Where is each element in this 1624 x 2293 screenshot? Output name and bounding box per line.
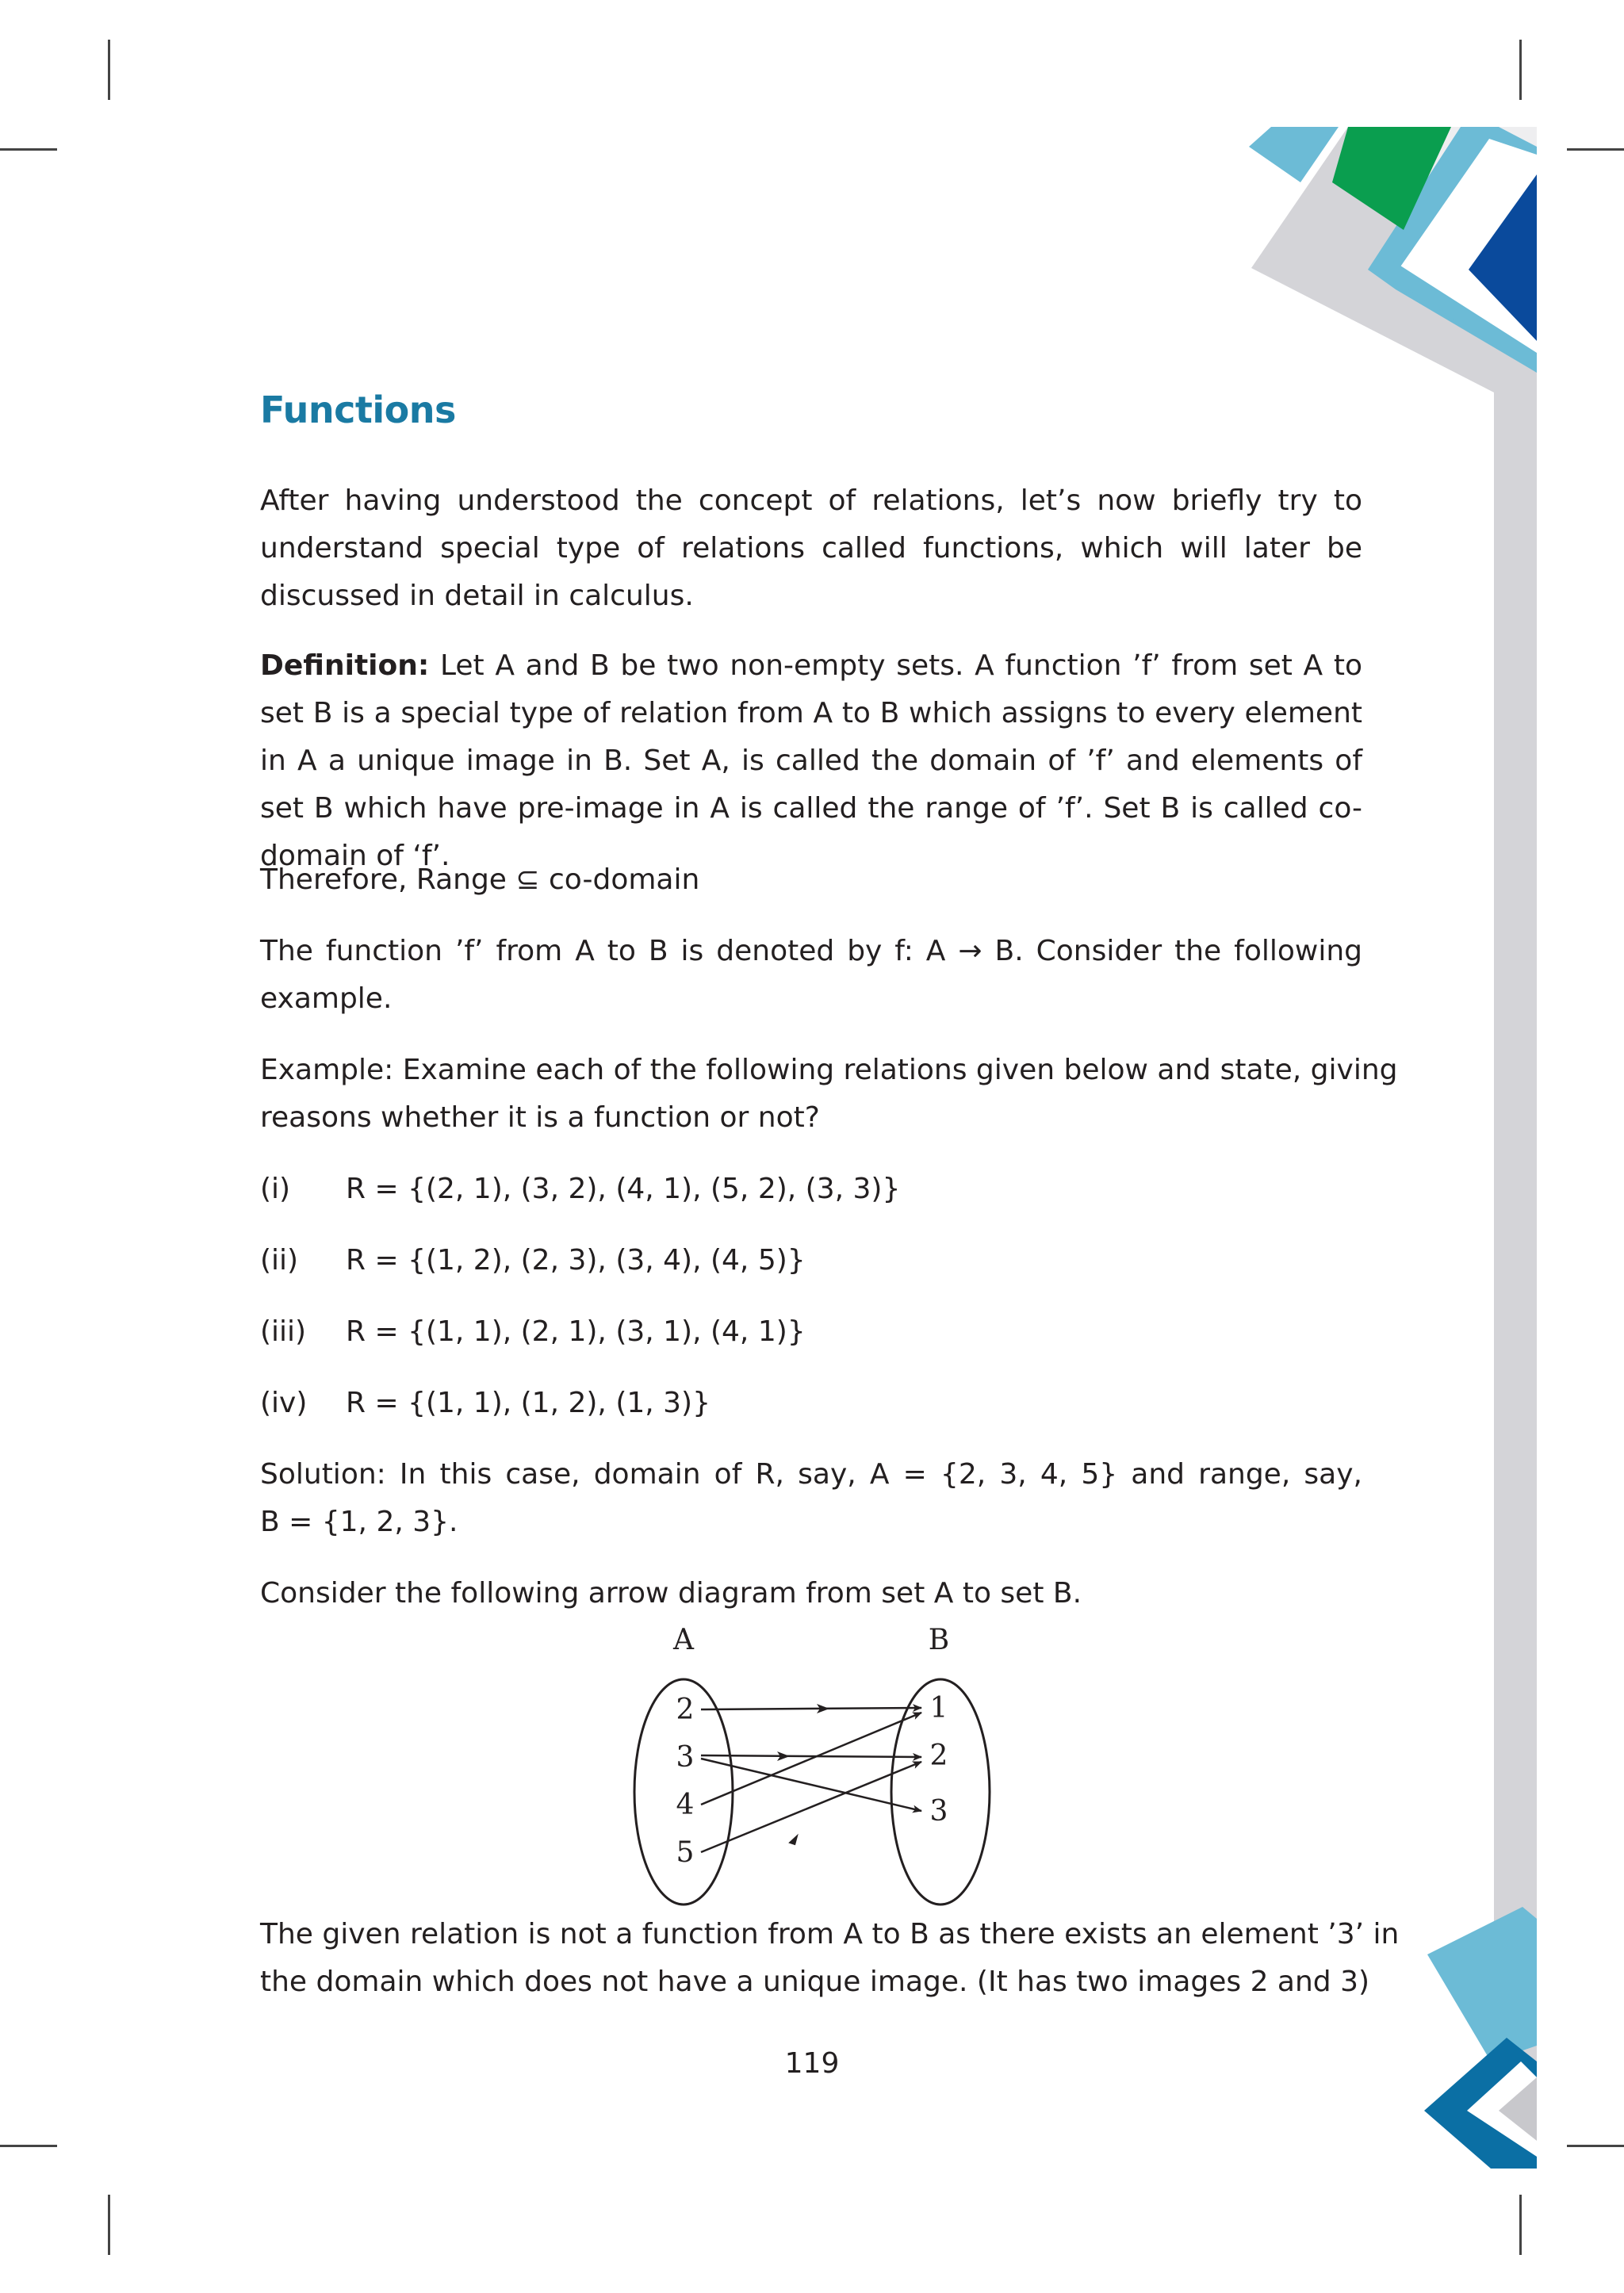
solution-line2: B = {1, 2, 3}. — [260, 1506, 458, 1538]
set-b-element: 3 — [929, 1795, 948, 1828]
function-notation-line2: example. — [260, 982, 393, 1015]
relation-item — [260, 1166, 900, 1213]
relation-text: R = {(1, 2), (2, 3), (3, 4), (4, 5)} — [346, 1244, 806, 1277]
mapping-arrow — [701, 1713, 921, 1805]
mapping-arrow — [701, 1755, 921, 1757]
diagram-intro: Consider the following arrow diagram from set A to set B. — [260, 1577, 1082, 1610]
intro-paragraph: After having understood the concept of relations, let’s now briefly try to understand special type of relations called functions, which will later be discussed in detail in calculus. — [260, 484, 1362, 612]
relation-item — [260, 1237, 806, 1284]
mapping-arrow — [701, 1708, 921, 1709]
example-line2: reasons whether it is a function or not? — [260, 1101, 820, 1134]
relation-number: (ii) — [260, 1244, 299, 1277]
relation-text: R = {(1, 1), (1, 2), (1, 3)} — [346, 1387, 711, 1419]
definition-paragraph — [260, 642, 1362, 880]
solution-line1: Solution: In this case, domain of R, say, A = {2, 3, 4, 5} and range, say, — [260, 1458, 1362, 1491]
conclusion-line1: The given relation is not a function from A to B as there exists an element ’3’ in — [260, 1918, 1400, 1950]
set-a-element: 3 — [676, 1741, 695, 1774]
conclusion-line2: the domain which does not have a unique image. (It has two images 2 and 3) — [260, 1966, 1370, 1998]
page-title: Functions — [260, 389, 456, 431]
relation-number: (iii) — [260, 1315, 307, 1348]
set-b-element: 1 — [929, 1692, 948, 1725]
example-line1: Example: Examine each of the following relations given below and state, giving — [260, 1054, 1398, 1086]
relation-number: (i) — [260, 1173, 291, 1205]
relation-item — [260, 1308, 806, 1356]
mapping-arrow — [701, 1759, 921, 1811]
page-number: 119 — [784, 2047, 840, 2080]
set-a-element: 2 — [676, 1694, 695, 1726]
definition-text: Let A and B be two non-empty sets. A function ’f’ from set A to set B is a special type of relation from A to B which assigns to every element in A a unique image in B. Set A, is called the domain of ’f’ and elements of set B which have pre-image in A is called the range of ’f’. Set B is called co-domain of ‘f’. — [260, 649, 1362, 872]
function-notation-line1: The function ’f’ from A to B is denoted by f: A → B. Consider the following — [260, 935, 1362, 967]
set-a-element: 5 — [676, 1836, 695, 1869]
set-b-label: B — [928, 1624, 950, 1656]
relation-text: R = {(2, 1), (3, 2), (4, 1), (5, 2), (3, 3)} — [346, 1173, 901, 1205]
relation-item — [260, 1380, 710, 1427]
range-statement: Therefore, Range ⊆ co-domain — [260, 863, 700, 896]
arrow-diagram — [619, 1617, 999, 1911]
set-a-element: 4 — [676, 1789, 695, 1821]
relation-number: (iv) — [260, 1387, 308, 1419]
mapping-arrow — [701, 1762, 921, 1852]
relation-text: R = {(1, 1), (2, 1), (3, 1), (4, 1)} — [346, 1315, 806, 1348]
definition-label: Definition: — [260, 649, 430, 682]
set-a-label: A — [673, 1624, 694, 1656]
set-b-element: 2 — [929, 1740, 948, 1772]
